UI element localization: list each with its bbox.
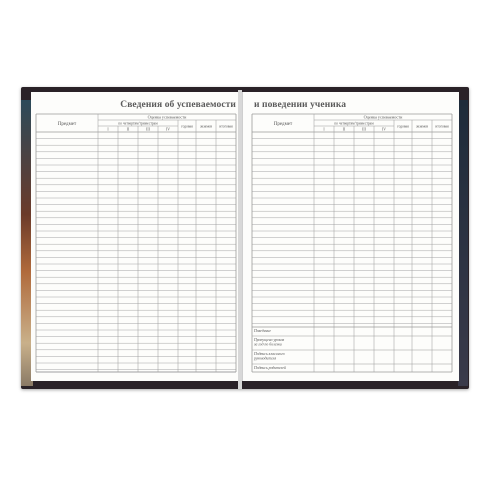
right-page-title: и поведении ученика [254, 100, 347, 110]
period-header-2: II [342, 127, 346, 132]
period-group-header: по четвертям/триместрам [118, 121, 158, 126]
period-header-2: II [126, 127, 130, 132]
extra-column-header-1: годовая [397, 124, 409, 129]
period-header-3: III [362, 127, 366, 132]
left-grade-table [36, 114, 236, 374]
footer-label-2-line-2: за год по болезни [254, 342, 282, 347]
extra-column-header-2: экзамен [199, 124, 213, 129]
subject-column-header: Предмет [273, 122, 293, 127]
period-header-4: IV [381, 127, 387, 132]
cover-art-right-edge [458, 100, 468, 386]
period-header-1: I [107, 127, 109, 132]
grades-group-header: Оценка успеваемости [363, 114, 403, 120]
right-grade-table [252, 114, 452, 374]
extra-column-header-3: итоговая [435, 124, 449, 129]
extra-column-header-1: годовая [181, 124, 193, 129]
footer-label-4-line-1: Подпись родителей [254, 366, 286, 370]
period-header-1: I [323, 127, 325, 132]
period-header-4: IV [165, 127, 171, 132]
extra-column-header-2: экзамен [415, 124, 429, 129]
footer-label-3-line-1: Подпись классного [254, 352, 285, 356]
period-group-header: по четвертям/триместрам [334, 121, 374, 126]
footer-label-3-line-2: руководителя [254, 356, 277, 361]
footer-label-1-line-1: Поведение [254, 329, 271, 333]
footer-label-2-line-1: Пропущено уроков [254, 338, 285, 342]
extra-column-header-3: итоговая [219, 124, 233, 129]
grades-group-header: Оценка успеваемости [147, 114, 187, 120]
subject-column-header: Предмет [57, 122, 77, 127]
left-page-title: Сведения об успеваемости [120, 100, 236, 110]
period-header-3: III [146, 127, 150, 132]
